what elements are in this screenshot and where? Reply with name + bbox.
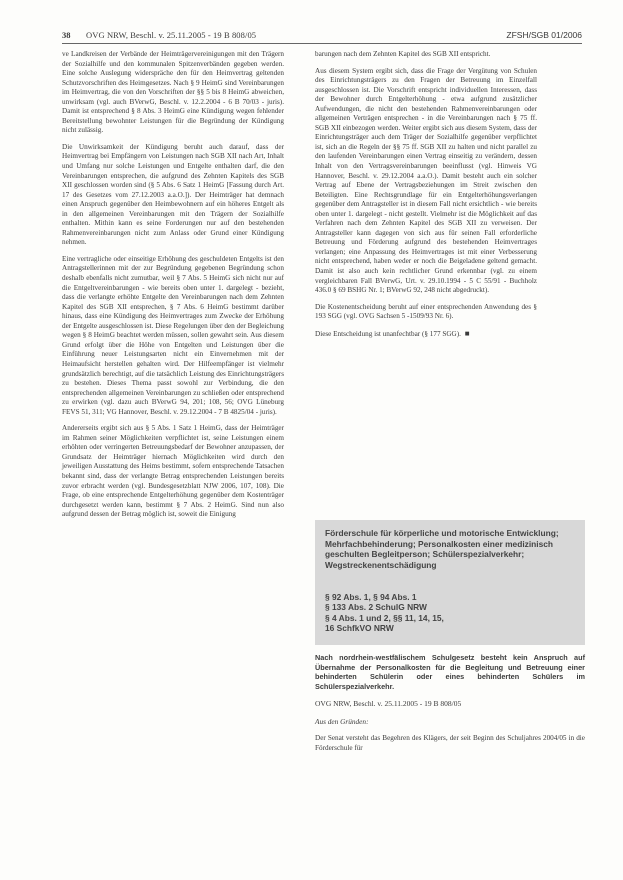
header-rule: [62, 43, 582, 44]
paragraph: Die Kostenentscheidung beruht auf einer entsprechenden Anwendung des § 193 SGG (vgl. OVG Sachsen 5 -1509/93 Nr. 6).: [315, 302, 537, 321]
left-column: [62, 50, 284, 527]
paragraph: Andererseits ergibt sich aus § 5 Abs. 1 Satz 1 HeimG, dass der Heimträger im Rahmen seiner Möglichkeiten verpflichtet ist, seine Leistungen einem erhöhten oder verringerten Betreuungsbedarf der Bewohner anzupassen, der Grundsatz der Heimträger hiernach Möglichkeiten wird durch den jeweiligen Ausstattung des Heims bestimmt, sofern entsprechende Tatsachen bekannt sind, dass der verlangte Betrag entsprechenden Leistungen bereits zuvor erbracht werden (vgl. Bundesgesetzblatt NJW 2006, 107, 108). Die Frage, ob eine entsprechende Entgelterhöhung gegenüber dem Kostenträger durchgesetzt werden kann, bestimmt § 7 Abs. 2 HeimG. Sind nun also aufgrund dessen der Betrag möglich ist, soweit die Einigung: [62, 424, 284, 519]
paragraph: Der Senat versteht das Begehren des Klägers, der seit Beginn des Schuljahres 2004/05 in die Förderschule für: [315, 734, 585, 753]
norm-line: § 92 Abs. 1, § 94 Abs. 1: [325, 592, 417, 602]
norm-line: 16 SchfkVO NRW: [325, 622, 394, 633]
final-note: [315, 329, 537, 340]
end-mark: ■: [464, 328, 470, 338]
header-citation: OVG NRW, Beschl. v. 25.11.2005 - 19 B 808/05: [86, 30, 257, 40]
court-citation: OVG NRW, Beschl. v. 25.11.2005 - 19 B 808/05: [315, 699, 462, 709]
right-column: [315, 50, 537, 346]
page-number: 38: [62, 30, 71, 40]
headnote: Nach nordrhein-westfälischem Schulgesetz besteht kein Anspruch auf Übernahme der Personalkosten für die Begleitung und Betreuung einer behinderten Schülerin oder eines behinderten Schülers im Schülerspezialverkehr.: [315, 653, 585, 691]
grounds-label: Aus den Gründen:: [315, 716, 369, 726]
case-summary-box: [315, 520, 585, 645]
case-keywords: Förderschule für körperliche und motorische Entwicklung; Mehrfachbehinderung; Personalkosten einer medizinisch geschulten Begleitperson; Schülerspezialverkehr; Wegstreckenentschädigung: [325, 528, 559, 570]
paragraph: Aus diesem System ergibt sich, dass die Frage der Vergütung von Schulen des Einrichtungsträgers zu den Fragen der Betreuung im Einzelfall ausgeschlossen ist. Die Vorschrift entspricht individuellen Interessen, dass der Bewohner durch Entgelterhöhung - etwa aufgrund zusätzlicher Aufwendungen, die nicht den bestehenden Rahmenvereinbarungen oder allgemeinen Verträgen entsprechen - in die Vereinbarungen nach § 75 ff. SGB XII einbezogen werden. Weiter ergibt sich aus diesem System, dass der Einrichtungsträger auch dem Träger der Sozialhilfe gegenüber verpflichtet ist, sich an die Regeln der §§ 75 ff. SGB XII zu halten und nicht parallel zu den laufenden Vereinbarungen einen Vertrag einseitig zu verändern, dessen Inhalt von den Vertragsvereinbarungen beeinflusst (vgl. Hinweis VG Hannover, Beschl. v. 29.12.2004 a.a.O.). Damit besteht auch ein solcher Vertrag auf Ebene der Vertragsbeziehungen im Streit zwischen den Beteiligten. Eine Rechtsgrundlage für ein Entgelterhöhungsverlangen gegenüber dem Antragsteller ist in diesem Fall nicht ersichtlich - wie bereits oben unter 1. dargelegt - nicht gestellt. Vielmehr ist die Möglichkeit auf das Verfahren nach dem Zehnten Kapitel des SGB XII zu verweisen. Der Antragsteller kann dagegen von sich aus für seinen Fall erforderliche Betreuung und Förderung aufgrund des bestehenden Heimvertrages verlangen; eine Anpassung des Heimvertrages ist mit einer Verbesserung nicht entsprechend, haben weder er noch die Beigeladene geltend gemacht. Damit ist also auch kein rechtlicher Grund erkennbar (vgl. zu einem vergleichbaren Fall BVerwG, Urt. v. 29.10.1994 - 5 C 55/91 - Buchholz 436.0 § 69 BSHG Nr. 1; BVerwG 92, 248 nicht abgedruckt).: [315, 66, 537, 295]
paragraph: Eine vertragliche oder einseitige Erhöhung des geschuldeten Entgelts ist den Antragstellerinnen mit der zur Begründung gegebenen Begründung schon deshalb ebenfalls nicht zumutbar, weil § 7 Abs. 5 HeimG sich nicht nur auf die Entgeltvereinbarungen - wie bereits oben unter 1. dargelegt - bezieht, dass die verlangte erhöhte Entgelte den Vereinbarungen nach dem Zehnten Kapitel des SGB XII entsprechen, § 7 Abs. 6 HeimG bestimmt darüber hinaus, dass eine Kündigung des Heimvertrages zum Zwecke der Erhöhung der Entgelte ausgeschlossen ist. Diese Regelungen über den der Begleichung wegen § 8 HeimG beachtet werden müssen, sollen gewahrt sein. Aus diesem Grund erfolgt über die Höhe von Entgelten und Leistungen über die Einführung neuer Leistungsarten nicht ein Einvernehmen mit der Heimaufsicht herstellen gehalten wird. Der Hilfeempfänger ist vielmehr grundsätzlich berechtigt, auf die tatsächlich Leistung des Einrichtungsträgers zu bestehen. Dieses Thema passt sowohl zur Verbindung, die den entsprechenden allgemeinen Vereinbarungen zu schließen oder entsprechend zu erwirken (vgl. dazu auch BVerwG 94, 201; 108, 56; OVG Lüneburg FEVS 51, 311; VG Hannover, Beschl. v. 29.12.2004 - 7 B 4825/04 - juris).: [62, 254, 284, 416]
paragraph: ve Landkreisen der Verbände der Heimträgervereinigungen mit den Trägern der Sozialhilfe und den kommunalen Spitzenverbänden gegeben werden. Eine solche Auslegung widerspräche den für den Heimvertrag geltenden Schutzvorschriften des Heimgesetzes. Nach § 9 HeimG sind Vereinbarungen im Heimvertrag, die von den Vorschriften der §§ 5 bis 8 HeimG abweichen, unwirksam (vgl. auch BVerwG, Beschl. v. 12.2.2004 - 6 B 70/03 - juris). Damit ist entsprechend § 8 Abs. 3 HeimG eine Kündigung wegen fehlender Bereitstellung bewohnter Leistungen für die Begründung der Kündigung nicht zulässig.: [62, 50, 284, 135]
final-note-text: Diese Entscheidung ist unanfechtbar (§ 177 SGG).: [315, 329, 461, 338]
paragraph: Die Unwirksamkeit der Kündigung beruht auch darauf, dass der Heimvertrag bei Empfängern von Leistungen nach SGB XII nach Art, Inhalt und Umfang nur solche Leistungen und Entgelte enthalten darf, die den Vereinbarungen entsprechen, die aufgrund des Zehnten Kapitels des SGB XII geschlossen worden sind (§ 5 Abs. 6 Satz 1 HeimG [Fassung durch Art. 17 des Gesetzes vom 27.12.2003 a.a.O.]). Der Heimträger hat demnach einen Anspruch gegenüber den Heimbewohnern auf ein höheres Entgelt als in den allgemeinen Vereinbarungen mit den Trägern der Sozialhilfe enthalten. Mithin kann es seine Forderungen nur auf den bestehenden Rahmenvereinbarungen nicht zum Anlass oder Grund einer Kündigung nehmen.: [62, 142, 284, 247]
norm-line: § 133 Abs. 2 SchulG NRW: [325, 602, 427, 613]
journal-reference: ZFSH/SGB 01/2006: [506, 30, 582, 40]
decision-section: [315, 653, 585, 762]
page-header: [62, 30, 582, 42]
case-norms: [325, 592, 577, 633]
paragraph: barungen nach dem Zehnten Kapitel des SGB XII entspricht.: [315, 50, 491, 58]
norm-line: § 4 Abs. 1 und 2, §§ 11, 14, 15,: [325, 612, 444, 623]
